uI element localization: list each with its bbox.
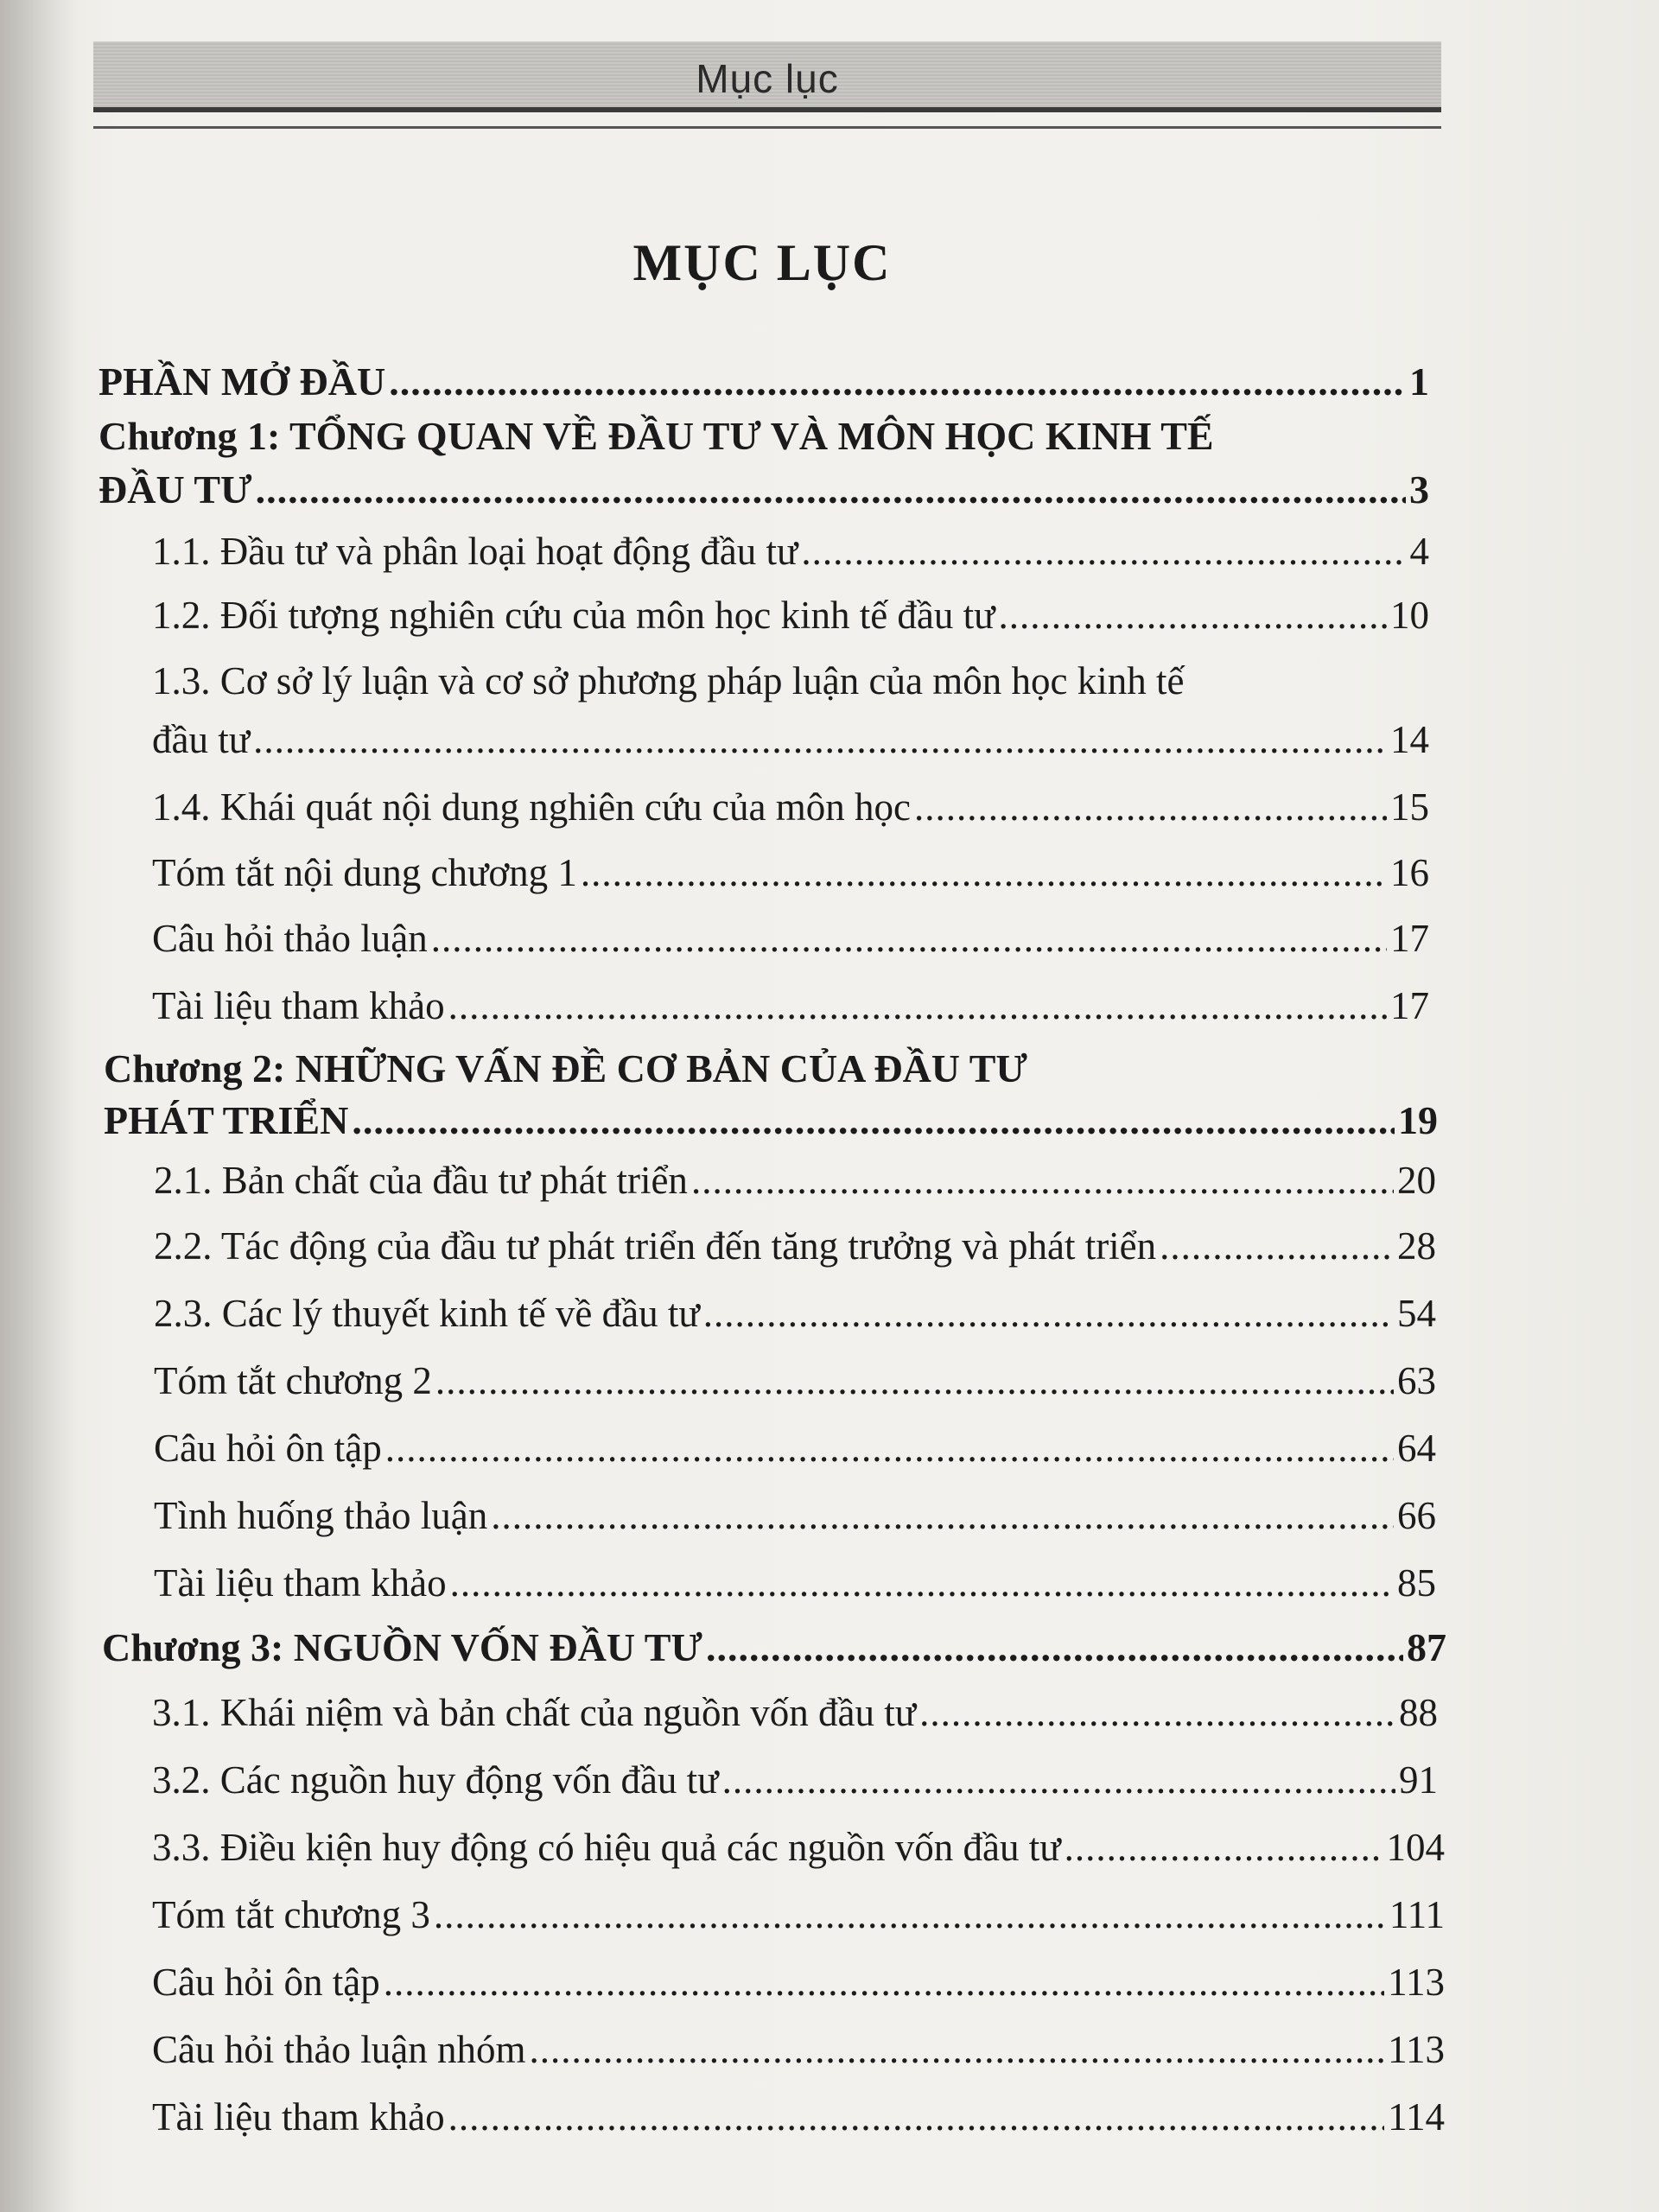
toc-entry-label: Tài liệu tham khảo	[152, 2095, 445, 2139]
toc-leader-dots	[389, 359, 1406, 404]
toc-entry-references-3	[152, 2094, 1445, 2139]
toc-page-number: 14	[1390, 718, 1429, 761]
toc-entry-2-2	[154, 1224, 1436, 1268]
toc-leader-dots	[448, 2094, 1385, 2139]
toc-leader-dots	[999, 593, 1387, 638]
toc-entry-label: ĐẦU TƯ	[99, 467, 252, 512]
toc-entry-label: 3.1. Khái niệm và bản chất của nguồn vốn đầu tư	[152, 1691, 917, 1734]
toc-page-number: 3	[1409, 467, 1429, 512]
toc-leader-dots	[529, 2027, 1384, 2072]
toc-entry-label: 2.1. Bản chất của đầu tư phát triển	[154, 1159, 688, 1202]
toc-page-number: 63	[1397, 1359, 1436, 1402]
toc-entry-label: 3.3. Điều kiện huy động có hiệu quả các nguồn vốn đầu tư	[152, 1826, 1061, 1869]
toc-leader-dots	[253, 717, 1387, 762]
toc-page-number: 28	[1397, 1224, 1436, 1268]
toc-entry-3-3	[152, 1825, 1445, 1870]
toc-page-number: 113	[1388, 2028, 1445, 2071]
toc-page-number: 20	[1397, 1159, 1436, 1202]
toc-leader-dots	[706, 1624, 1403, 1670]
toc-entry-label: Tóm tắt chương 2	[154, 1359, 432, 1402]
toc-entry-label: Câu hỏi thảo luận nhóm	[152, 2028, 526, 2071]
toc-entry-label: Tình huống thảo luận	[154, 1494, 488, 1537]
toc-entry-label: Tài liệu tham khảo	[154, 1561, 447, 1605]
toc-page-number: 87	[1407, 1625, 1446, 1669]
toc-entry-review-3	[152, 1960, 1445, 2005]
toc-page-number: 66	[1397, 1494, 1436, 1537]
toc-leader-dots	[385, 1426, 1394, 1471]
toc-entry-label: Tóm tắt chương 3	[152, 1893, 430, 1936]
header-rule	[93, 126, 1441, 129]
toc-title: MỤC LỤC	[632, 234, 892, 291]
toc-leader-dots	[450, 1560, 1394, 1605]
toc-leader-dots	[434, 1892, 1386, 1937]
toc-entry-label: Câu hỏi ôn tập	[154, 1427, 382, 1470]
toc-entry-case-2	[154, 1493, 1436, 1538]
toc-entry-group-discussion-3	[152, 2027, 1445, 2072]
toc-leader-dots	[256, 467, 1406, 512]
toc-entry-label: Tóm tắt nội dung chương 1	[152, 851, 577, 894]
toc-leader-dots	[919, 1690, 1395, 1735]
toc-page-number: 1	[1409, 359, 1429, 404]
toc-entry-3-1	[152, 1690, 1438, 1735]
toc-entry-label: Câu hỏi ôn tập	[152, 1961, 380, 2004]
toc-entry-1-3-line1: 1.3. Cơ sở lý luận và cơ sở phương pháp luận của môn học kinh tế	[152, 659, 1185, 702]
toc-leader-dots	[431, 916, 1387, 961]
toc-page-number: 85	[1397, 1561, 1436, 1605]
toc-leader-dots	[1065, 1825, 1383, 1870]
toc-entry-label: Tài liệu tham khảo	[152, 984, 445, 1027]
toc-page-number: 15	[1390, 785, 1429, 829]
toc-entry-chapter-2	[104, 1097, 1438, 1143]
toc-leader-dots	[914, 785, 1387, 830]
toc-entry-summary-3	[152, 1892, 1445, 1937]
toc-entry-summary-1	[152, 850, 1429, 895]
toc-page-number: 114	[1388, 2095, 1445, 2139]
toc-page-number: 88	[1399, 1691, 1438, 1734]
toc-leader-dots	[1160, 1224, 1394, 1268]
toc-entry-label: Chương 3: NGUỒN VỐN ĐẦU TƯ	[102, 1625, 703, 1669]
toc-entry-1-3	[152, 717, 1429, 762]
toc-page-number: 17	[1390, 984, 1429, 1027]
toc-entry-label: Câu hỏi thảo luận	[152, 917, 428, 960]
toc-leader-dots	[435, 1358, 1394, 1403]
toc-entry-2-3	[154, 1291, 1436, 1336]
toc-entry-label: PHÁT TRIỂN	[104, 1098, 349, 1142]
toc-entry-1-2	[152, 593, 1429, 638]
toc-page-number: 104	[1386, 1826, 1445, 1869]
toc-leader-dots	[491, 1493, 1394, 1538]
toc-leader-dots	[448, 983, 1387, 1028]
toc-leader-dots	[352, 1097, 1395, 1143]
toc-entry-label: 3.2. Các nguồn huy động vốn đầu tư	[152, 1758, 719, 1802]
spine-shadow	[0, 0, 78, 2212]
toc-entry-1-4	[152, 785, 1429, 830]
toc-entry-label: 2.3. Các lý thuyết kinh tế về đầu tư	[154, 1292, 700, 1335]
toc-entry-questions-1	[152, 916, 1429, 961]
toc-entry-references-2	[154, 1560, 1436, 1605]
toc-entry-label: PHẦN MỞ ĐẦU	[99, 359, 386, 404]
toc-page-number: 91	[1399, 1758, 1438, 1802]
toc-page-number: 17	[1390, 917, 1429, 960]
toc-page-number: 111	[1389, 1893, 1445, 1936]
toc-page-number: 4	[1409, 530, 1429, 573]
toc-page-number: 19	[1398, 1098, 1438, 1142]
toc-leader-dots	[384, 1960, 1384, 2005]
toc-leader-dots	[703, 1291, 1394, 1336]
toc-page-number: 16	[1390, 851, 1429, 894]
toc-entry-label: đầu tư	[152, 718, 251, 761]
toc-entry-label: 2.2. Tác động của đầu tư phát triển đến tăng trưởng và phát triển	[154, 1224, 1157, 1268]
toc-page-number: 64	[1397, 1427, 1436, 1470]
toc-entry-3-2	[152, 1758, 1438, 1802]
toc-entry-label: 1.1. Đầu tư và phân loại hoạt động đầu tư	[152, 530, 798, 573]
toc-leader-dots	[801, 529, 1406, 574]
toc-entry-chapter-1	[99, 467, 1429, 512]
toc-entry-intro	[99, 359, 1429, 404]
toc-entry-summary-2	[154, 1358, 1436, 1403]
toc-entry-label: 1.4. Khái quát nội dung nghiên cứu của môn học	[152, 785, 911, 829]
toc-page-number: 113	[1388, 1961, 1445, 2004]
running-header-title: Mục lục	[696, 56, 839, 101]
toc-chapter-2-heading: Chương 2: NHỮNG VẤN ĐỀ CƠ BẢN CỦA ĐẦU TƯ	[104, 1046, 1027, 1090]
toc-chapter-1-heading: Chương 1: TỔNG QUAN VỀ ĐẦU TƯ VÀ MÔN HỌC KINH TẾ	[99, 414, 1214, 458]
toc-entry-1-1	[152, 529, 1429, 574]
toc-leader-dots	[722, 1758, 1395, 1802]
running-header	[93, 41, 1441, 112]
toc-page-number: 10	[1390, 594, 1429, 637]
toc-entry-2-1	[154, 1158, 1436, 1203]
toc-page-number: 54	[1397, 1292, 1436, 1335]
toc-entry-references-1	[152, 983, 1429, 1028]
toc-entry-review-2	[154, 1426, 1436, 1471]
toc-leader-dots	[581, 850, 1387, 895]
toc-entry-chapter-3	[102, 1624, 1446, 1670]
toc-entry-label: 1.2. Đối tượng nghiên cứu của môn học kinh tế đầu tư	[152, 594, 995, 637]
toc-leader-dots	[691, 1158, 1394, 1203]
